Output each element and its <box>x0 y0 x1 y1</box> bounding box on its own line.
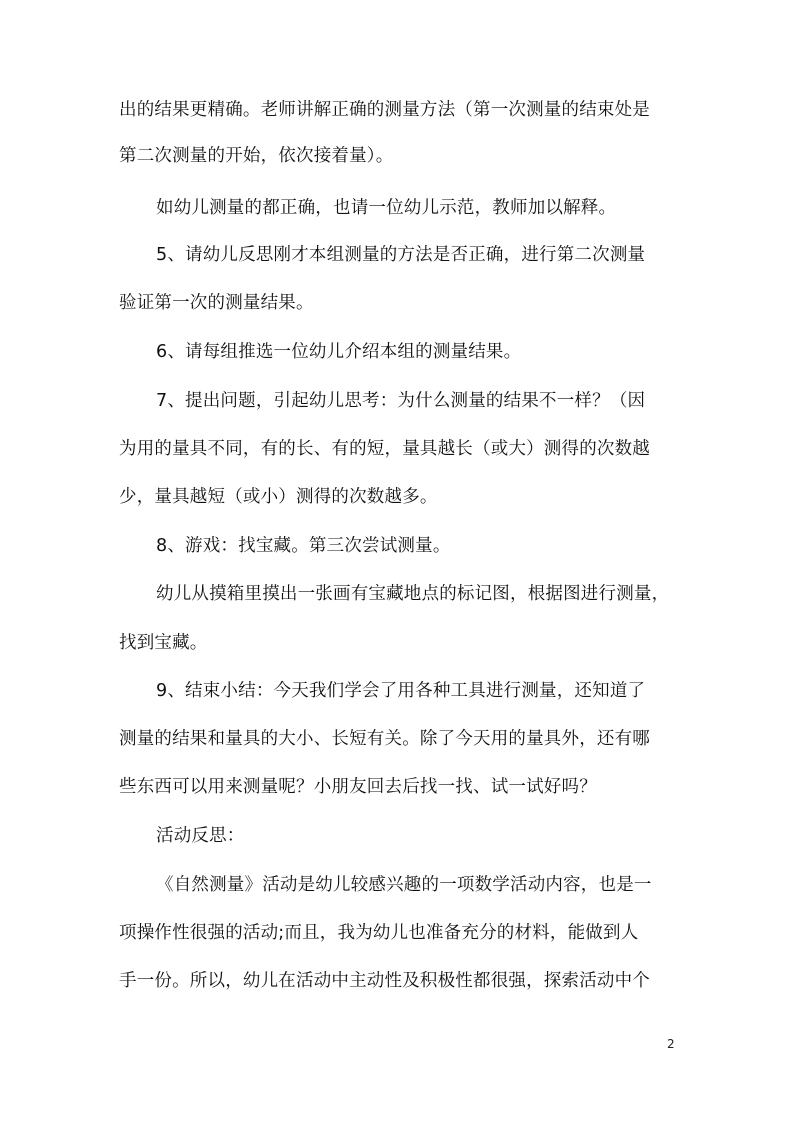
text-line: 5、请幼儿反思刚才本组测量的方法是否正确，进行第二次测量 <box>156 245 646 265</box>
text-line: 测量的结果和量具的大小、长短有关。除了今天用的量具外，还有哪 <box>119 729 650 749</box>
text-line: 如幼儿测量的都正确，也请一位幼儿示范，教师加以解释。 <box>156 198 617 218</box>
text-line: 9、结束小结：今天我们学会了用各种工具进行测量，还知道了 <box>156 681 646 701</box>
section-heading: 活动反思： <box>156 826 245 846</box>
text-line: 手一份。所以，幼儿在活动中主动性及积极性都很强，探索活动中个 <box>119 971 650 991</box>
text-line: 为用的量具不同，有的长、有的短，量具越长（或大）测得的次数越 <box>119 439 650 459</box>
text-line: 找到宝藏。 <box>119 633 208 653</box>
text-line: 《自然测量》活动是幼儿较感兴趣的一项数学活动内容，也是一 <box>156 875 652 895</box>
page-number: 2 <box>667 1037 675 1051</box>
text-line: 出的结果更精确。老师讲解正确的测量方法（第一次测量的结束处是 <box>119 100 650 120</box>
text-line: 幼儿从摸箱里摸出一张画有宝藏地点的标记图，根据图进行测量， <box>156 584 670 604</box>
text-line: 少，量具越短（或小）测得的次数越多。 <box>119 487 438 507</box>
text-line: 7、提出问题，引起幼儿思考：为什么测量的结果不一样？（因 <box>156 391 646 411</box>
text-line: 验证第一次的测量结果。 <box>119 293 314 313</box>
text-line: 些东西可以用来测量呢？小朋友回去后找一找、试一试好吗？ <box>119 777 597 797</box>
text-line: 项操作性很强的活动;而且，我为幼儿也准备充分的材料，能做到人 <box>119 923 639 943</box>
text-line: 6、请每组推选一位幼儿介绍本组的测量结果。 <box>156 342 522 362</box>
text-line: 8、游戏：找宝藏。第三次尝试测量。 <box>156 536 451 556</box>
text-line: 第二次测量的开始，依次接着量）。 <box>119 146 394 166</box>
